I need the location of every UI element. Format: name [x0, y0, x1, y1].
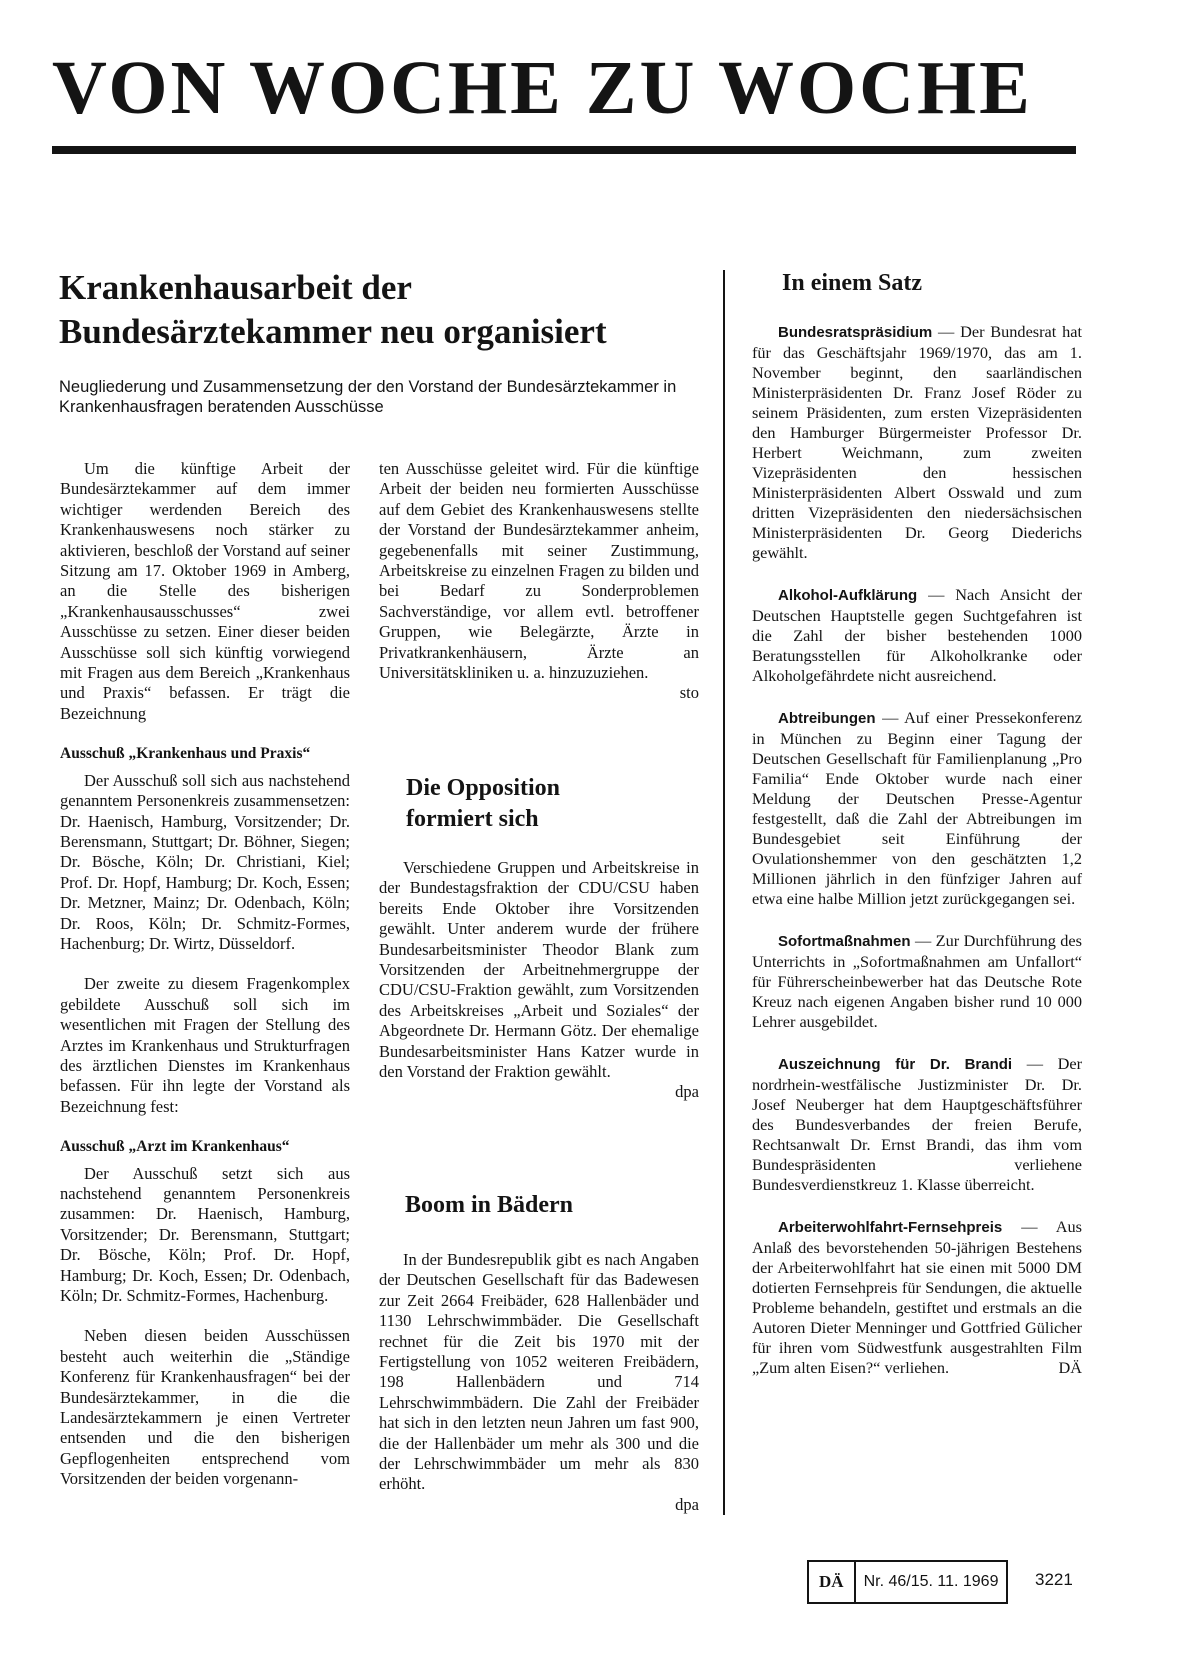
main-headline-line2: Bundesärztekammer neu organisiert [59, 312, 607, 351]
main-article-signoff: sto [679, 683, 699, 703]
news-brief-text: — Nach Ansicht der Deutschen Hauptstelle gegen Suchtgefahren ist die Zahl der bisher bestehenden 1000 Beratungsstellen für Alkoholkranke oder Alkoholgefährdete nicht ausreichend. [752, 585, 1082, 685]
news-brief-text: — Aus Anlaß des bevorstehenden 50-jährigen Bestehens der Arbeiterwohlfahrt hat sie einen mit 5000 DM dotierten Fernsehpreis für Sendungen, die aktuelle Probleme behandeln, gestiftet und erstmals an die Autoren Dieter Menninger und Gottfried Gülicher für ihren vom Südwestfunk ausgestrahlten Film „Zum alten Eisen?“ verliehen. [752, 1217, 1082, 1377]
main-article-column-2 [379, 459, 699, 704]
news-brief-title: Abtreibungen [778, 710, 876, 727]
main-article-paragraph: Der Ausschuß soll sich aus nachstehend genanntem Personenkreis zusammensetzen: Dr. Haenisch, Hamburg, Vorsitzender; Dr. Berensmann, Stuttgart; Dr. Böhner, Siegen; Dr. Bösche, Köln; Dr. Christiani, Kiel; Prof. Dr. Hopf, Hamburg; Dr. Koch, Essen; Dr. Metzner, Mainz; Dr. Odenbach, Köln; Dr. Roos, Köln; Dr. Schmitz-Formes, Hachenburg; Dr. Wirtz, Düsseldorf. [60, 770, 350, 953]
news-brief-title: Auszeichnung für Dr. Brandi [778, 1056, 1013, 1073]
main-article-paragraph: Neben diesen beiden Ausschüssen besteht auch weiterhin die „Ständige Konferenz für Krankenhausfragen“ bei der Bundesärztekammer, in die die Landesärztekammern je einen Vertreter entsenden und die den bisherigen Gepflogenheiten entsprechend vom Vorsitzenden der beiden vorgenann- [60, 1326, 350, 1489]
opposition-article [379, 858, 699, 1103]
news-brief-text: — Der nordrhein-westfälische Justizminister Dr. Dr. Josef Neuberger hat dem Hauptgeschäftsführer des Bundesverbandes der freien Berufe, Rechtsanwalt Dr. Ernst Brandi, das ihm vom Bundespräsidenten verliehene Bundesverdienstkreuz 1. Klasse überreicht. [752, 1054, 1083, 1194]
news-brief-title: Bundesratspräsidium [778, 324, 933, 341]
news-brief-text: — Der Bundesrat hat für das Geschäftsjahr 1969/1970, das am 1. November beginnt, den saarländischen Ministerpräsidenten Dr. Franz Josef Röder zu seinem Präsidenten, zum ersten Vizepräsidenten den Hamburger Bürgermeister Professor Dr. Herbert Weichmann, zum zweiten Vizepräsidenten den hessischen Ministerpräsidenten Albert Osswald und zum dritten Vizepräsidenten den niedersächsischen Ministerpräsidenten Dr. Georg Diederichs gewählt. [752, 322, 1082, 562]
opposition-paragraph: Verschiedene Gruppen und Arbeitskreise in der Bundestagsfraktion der CDU/CSU haben bereits Ende Oktober ihre Vorsitzenden gewählt. Unter anderem wurde der frühere Bundesarbeitsminister Theodor Blank zum Vorsitzenden der Arbeitnehmergruppe der CDU/CSU-Fraktion gewählt, zum Vorsitzenden des Arbeitskreises „Arbeit und Soziales“ der Abgeordnete Dr. Hermann Götz. Der ehemalige Bundesarbeitsminister Hans Katzer wurde in den Vorstand der Fraktion gewählt. [379, 858, 699, 1082]
news-brief-title: Sofortmaßnahmen [778, 933, 911, 950]
in-einem-satz-heading: In einem Satz [782, 270, 922, 296]
opposition-signoff: dpa [675, 1082, 699, 1102]
main-headline-line1: Krankenhausarbeit der [59, 268, 412, 307]
news-brief-title: Arbeiterwohlfahrt-Fernsehpreis [778, 1219, 1003, 1236]
main-article-paragraph: ten Ausschüsse geleitet wird. Für die künftige Arbeit der beiden neu formierten Ausschüsse auf dem Gebiet des Krankenhauswesens stellte der Vorstand der Bundesärztekammer anheim, gegebenenfalls mit seiner Zustimmung, Arbeitskreise zu einzelnen Fragen zu bilden und bei Bedarf zu Sonderproblemen Sachverständige, vor allem evtl. betroffener Gruppen, wie Belegärzte, Ärzte in Privatkrankenhäusern, Ärzte an Universitätskliniken u. a. hinzuzuziehen. [379, 459, 699, 683]
masthead-title: VON WOCHE ZU WOCHE [52, 46, 1033, 130]
news-brief-title: Alkohol-Aufklärung [778, 587, 918, 604]
main-subhead: Neugliederung und Zusammensetzung der den Vorstand der Bundesärztekammer in Krankenhausfragen beratenden Ausschüsse [59, 378, 677, 416]
news-brief [752, 585, 1082, 686]
main-article-column-1 [60, 459, 350, 1490]
boom-article [379, 1250, 699, 1515]
main-article-paragraph: Der Ausschuß setzt sich aus nachstehend genanntem Personenkreis zusammen: Dr. Haenisch, Hamburg, Vorsitzender; Dr. Berensmann, Stuttgart; Dr. Bösche, Köln; Prof. Dr. Hopf, Hamburg; Dr. Koch, Essen; Dr. Odenbach, Köln; Dr. Schmitz-Formes, Hachenburg. [60, 1163, 350, 1306]
in-einem-satz-column [752, 322, 1082, 1378]
page-number: 3221 [1035, 1570, 1073, 1589]
main-article-subheading: Ausschuß „Krankenhaus und Praxis“ [60, 745, 311, 763]
main-article-paragraph: Um die künftige Arbeit der Bundesärztekammer auf dem immer wichtiger werdenden Bereich des Krankenhauswesens noch stärker zu aktivieren, beschloß der Vorstand auf seiner Sitzung am 17. Oktober 1969 in Amberg, an die Stelle des bisherigen „Krankenhausausschusses“ zwei Ausschüsse zu setzen. Einer dieser beiden Ausschüsse soll sich künftig vorwiegend mit Fragen aus dem Bereich „Krankenhaus und Praxis“ befassen. Er trägt die Bezeichnung [60, 459, 350, 723]
main-article-paragraph: Der zweite zu diesem Fragenkomplex gebildete Ausschuß soll sich im wesentlichen mit Fragen der Stellung des Arztes im Krankenhaus und Strukturfragen des ärztlichen Dienstes im Krankenhaus befassen. Für ihn legte der Vorstand als Bezeichnung fest: [60, 974, 350, 1116]
news-brief [752, 708, 1082, 909]
issue-info-box [807, 1560, 1008, 1604]
news-brief-text: — Zur Durchführung des Unterrichts in „Sofortmaßnahmen am Unfallort“ für Führerscheinbewerber hat das Deutsche Rote Kreuz nach eigenen Angaben bisher rund 10 000 Lehrer ausgebildet. [752, 931, 1082, 1031]
opposition-heading-line1: Die Opposition [406, 775, 561, 801]
issue-number: Nr. 46/15. 11. 1969 [863, 1573, 999, 1590]
opposition-heading-line2: formiert sich [406, 806, 539, 832]
journal-logo: DÄ [809, 1562, 856, 1602]
news-brief-text: — Auf einer Pressekonferenz in München zu Beginn einer Tagung der Deutschen Gesellschaft für Familienplanung „Pro Familia“ Ende Oktober wurde nach einer Meldung der Deutschen Presse-Agentur festgestellt, daß die Zahl der Abtreibungen im Bundesgebiet seit Einführung der Ovulationshemmer von den geschätzten 1,2 Millionen jährlich in den fünfziger Jahren auf etwa eine halbe Million jetzt zurückgegangen sei. [752, 708, 1082, 908]
column-divider [723, 270, 725, 1515]
boom-heading: Boom in Bädern [405, 1192, 574, 1218]
in-einem-satz-signoff: DÄ [1058, 1358, 1082, 1377]
main-headline [59, 266, 699, 354]
opposition-heading [406, 773, 686, 835]
news-brief [752, 931, 1082, 1032]
news-brief [752, 322, 1082, 563]
news-brief [752, 1054, 1082, 1195]
boom-signoff: dpa [675, 1494, 699, 1514]
masthead-rule [52, 146, 1076, 154]
main-article-subheading: Ausschuß „Arzt im Krankenhaus“ [60, 1138, 290, 1156]
news-brief [752, 1217, 1082, 1378]
boom-paragraph: In der Bundesrepublik gibt es nach Angaben der Deutschen Gesellschaft für das Badewesen zur Zeit 2664 Freibäder, 628 Hallenbäder und 1130 Lehrschwimmbäder. Die Gesellschaft rechnet für die Zeit bis 1970 mit der Fertigstellung von 1052 weiteren Freibädern, 198 Hallenbädern und 714 Lehrschwimmbädern. Die Zahl der Freibäder hat sich in den letzten neun Jahren um fast 900, die der Hallenbäder um mehr als 300 und die der Lehrschwimmbäder um mehr als 830 erhöht. [379, 1250, 699, 1494]
